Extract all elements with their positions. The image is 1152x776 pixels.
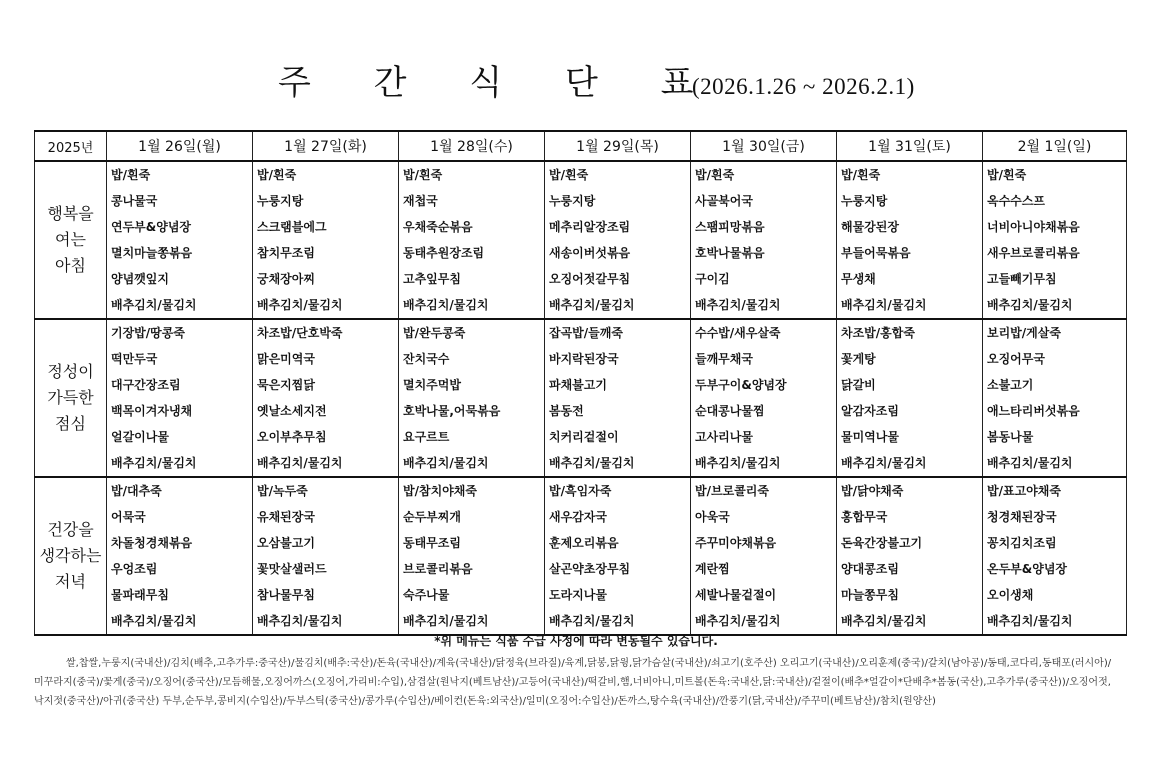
day-menu-cell (399, 477, 545, 635)
change-notice: *위 메뉴는 식품 수급 사정에 따라 변동될수 있습니다. (434, 634, 718, 648)
menu-item: 스크램블에그 (257, 220, 327, 234)
menu-list (691, 320, 836, 476)
meal-label-line: 정성이 (47, 362, 94, 381)
day-header: 1월 29일(목) (545, 131, 691, 161)
menu-item: 배추김치/물김치 (257, 456, 343, 470)
menu-item: 호박나물볶음 (695, 246, 765, 260)
menu-item: 궁채장아찌 (257, 272, 315, 286)
day-menu-cell (691, 319, 837, 477)
menu-item: 오징어무국 (987, 352, 1045, 366)
meal-label-line: 건강을 (47, 520, 94, 539)
menu-item: 대구간장조림 (111, 378, 181, 392)
menu-item: 주꾸미야채볶음 (695, 536, 777, 550)
breakfast-row (35, 161, 1127, 319)
menu-item: 맑은미역국 (257, 352, 315, 366)
menu-item: 사골북어국 (695, 194, 753, 208)
menu-item: 배추김치/물김치 (841, 456, 927, 470)
menu-item: 배추김치/물김치 (841, 614, 927, 628)
menu-item: 얼갈이나물 (111, 430, 169, 444)
menu-item: 차돌청경채볶음 (111, 536, 193, 550)
menu-item: 배추김치/물김치 (403, 614, 489, 628)
menu-list (545, 162, 690, 318)
day-menu-cell (107, 477, 253, 635)
menu-item: 파채불고기 (549, 378, 607, 392)
menu-item: 고추잎무침 (403, 272, 461, 286)
day-menu-cell (983, 161, 1127, 319)
menu-item: 밥/흰죽 (549, 168, 589, 182)
menu-item: 아욱국 (695, 510, 730, 524)
menu-item: 묵은지찜닭 (257, 378, 315, 392)
day-header: 1월 31일(토) (837, 131, 983, 161)
menu-item: 차조밥/홍합죽 (841, 326, 915, 340)
menu-item: 온두부&양념장 (987, 562, 1068, 576)
day-menu-cell (837, 161, 983, 319)
menu-item: 마늘쫑무침 (841, 588, 899, 602)
menu-item: 멸치마늘쫑볶음 (111, 246, 193, 260)
menu-item: 백목이겨자냉채 (111, 404, 193, 418)
menu-item: 보리밥/게살죽 (987, 326, 1061, 340)
menu-item: 물파래무침 (111, 588, 169, 602)
menu-item: 닭갈비 (841, 378, 876, 392)
menu-item: 새송이버섯볶음 (549, 246, 631, 260)
menu-item: 동태추원장조림 (403, 246, 485, 260)
origin-info: 쌀,찹쌀,누룽지(국내산)/김치(배추,고추가루:중국산)/물김치(배추:국산)/돈육(국내산)/계육(국내산)/닭정육(브라질)/육계,닭봉,닭윙,닭가슴살(국내산)/쇠고기(호주산) 오리고기(국내산)/오리훈제(중국)/갈치(남아공)/동태,코다리,동태포(러시아)/미꾸라지(중국)/꽃게(중국)/오징어(중국산)/모듬해물,오징어까스(오징어,가리비:수입),삼겹살(원낙지(베트남산)/고등어(국내산)/떡갈비,햄,너비아니,미트볼(돈육:국내산,닭:국내산)/겉절이(배추*얼갈이*단배추*봄동(국산),고추가루(중국산))/오징어젓,낙지젓(중국산)/아귀(중국산) 두부,순두부,콩비지(수입산)/두부스틱(중국산)/콩가루(수입산)/베이컨(돈육:외국산)/일미(오징어:수입산)/돈까스,탕수육(국내산)/깐풍기(닭,국내산)/주꾸미(베트남산)/참치(원양산) (34, 658, 1112, 707)
menu-list (837, 320, 982, 476)
menu-item: 밥/흰죽 (987, 168, 1027, 182)
menu-list (253, 320, 398, 476)
menu-item: 봄동전 (549, 404, 584, 418)
menu-list (983, 478, 1126, 634)
menu-item: 물미역나물 (841, 430, 899, 444)
menu-item: 차조밥/단호박죽 (257, 326, 343, 340)
menu-item: 배추김치/물김치 (695, 614, 781, 628)
day-menu-cell (253, 477, 399, 635)
day-menu-cell (545, 319, 691, 477)
day-header: 1월 27일(화) (253, 131, 399, 161)
menu-item: 부들어묵볶음 (841, 246, 911, 260)
lunch-row (35, 319, 1127, 477)
menu-item: 봄동나물 (987, 430, 1034, 444)
menu-item: 애느타리버섯볶음 (987, 404, 1080, 418)
day-menu-cell (837, 319, 983, 477)
menu-item: 유채된장국 (257, 510, 315, 524)
menu-item: 옥수수스프 (987, 194, 1045, 208)
menu-item: 동태무조림 (403, 536, 461, 550)
day-menu-cell (253, 161, 399, 319)
menu-list (107, 162, 252, 318)
meal-label-line: 생각하는 (39, 546, 102, 565)
menu-list (399, 478, 544, 634)
meal-label-line: 저녁 (55, 572, 86, 591)
menu-item: 오삼불고기 (257, 536, 315, 550)
menu-item: 돈육간장불고기 (841, 536, 923, 550)
menu-item: 오이생채 (987, 588, 1034, 602)
menu-item: 기장밥/땅콩죽 (111, 326, 185, 340)
breakfast-label (35, 161, 107, 319)
menu-item: 새우감자국 (549, 510, 607, 524)
menu-item: 옛날소세지전 (257, 404, 327, 418)
menu-list (545, 320, 690, 476)
menu-item: 배추김치/물김치 (987, 456, 1073, 470)
menu-list (837, 162, 982, 318)
day-header: 1월 26일(월) (107, 131, 253, 161)
menu-item: 배추김치/물김치 (987, 614, 1073, 628)
menu-item: 배추김치/물김치 (549, 298, 635, 312)
menu-item: 밥/흰죽 (257, 168, 297, 182)
menu-item: 홍합무국 (841, 510, 888, 524)
menu-item: 도라지나물 (549, 588, 607, 602)
menu-list (545, 478, 690, 634)
menu-item: 배추김치/물김치 (257, 614, 343, 628)
dinner-label (35, 477, 107, 635)
day-menu-cell (545, 477, 691, 635)
menu-item: 재첩국 (403, 194, 438, 208)
menu-item: 스팸피망볶음 (695, 220, 765, 234)
menu-item: 밥/대추죽 (111, 484, 162, 498)
menu-item: 떡만두국 (111, 352, 158, 366)
menu-item: 배추김치/물김치 (987, 298, 1073, 312)
menu-item: 배추김치/물김치 (257, 298, 343, 312)
menu-item: 무생채 (841, 272, 876, 286)
menu-item: 우엉조림 (111, 562, 158, 576)
menu-list (253, 478, 398, 634)
menu-item: 수수밥/새우살죽 (695, 326, 781, 340)
menu-list (399, 162, 544, 318)
menu-list (983, 162, 1126, 318)
menu-item: 밥/표고야채죽 (987, 484, 1061, 498)
menu-item: 구이김 (695, 272, 730, 286)
menu-list (253, 162, 398, 318)
menu-item: 배추김치/물김치 (549, 456, 635, 470)
meal-label-line: 아침 (55, 256, 86, 275)
menu-item: 양념깻잎지 (111, 272, 169, 286)
meal-label-line: 점심 (55, 414, 86, 433)
day-header: 1월 30일(금) (691, 131, 837, 161)
day-menu-cell (983, 319, 1127, 477)
menu-item: 세발나물겉절이 (695, 588, 777, 602)
day-menu-cell (107, 319, 253, 477)
day-menu-cell (399, 319, 545, 477)
meal-label-line: 가득한 (47, 388, 94, 407)
menu-item: 바지락된장국 (549, 352, 619, 366)
day-menu-cell (107, 161, 253, 319)
page-title: 주 간 식 단 표 (278, 63, 720, 103)
menu-item: 멸치주먹밥 (403, 378, 461, 392)
menu-list (983, 320, 1126, 476)
menu-item: 밥/흰죽 (403, 168, 443, 182)
day-menu-cell (545, 161, 691, 319)
menu-item: 요구르트 (403, 430, 450, 444)
menu-item: 밥/흰죽 (695, 168, 735, 182)
menu-item: 순대콩나물찜 (695, 404, 765, 418)
menu-item: 순두부찌개 (403, 510, 461, 524)
menu-item: 치커리겉절이 (549, 430, 619, 444)
menu-item: 고들빼기무침 (987, 272, 1057, 286)
menu-item: 배추김치/물김치 (841, 298, 927, 312)
menu-item: 연두부&양념장 (111, 220, 192, 234)
menu-item: 밥/녹두죽 (257, 484, 308, 498)
menu-item: 배추김치/물김치 (695, 298, 781, 312)
menu-item: 꽁치김치조림 (987, 536, 1057, 550)
menu-item: 브로콜리볶음 (403, 562, 473, 576)
menu-item: 잡곡밥/들깨죽 (549, 326, 623, 340)
menu-item: 해물강된장 (841, 220, 899, 234)
menu-item: 배추김치/물김치 (695, 456, 781, 470)
menu-item: 누룽지탕 (549, 194, 596, 208)
menu-item: 밥/완두콩죽 (403, 326, 466, 340)
menu-item: 메추리알장조림 (549, 220, 631, 234)
menu-item: 참치무조림 (257, 246, 315, 260)
menu-item: 우채죽순볶음 (403, 220, 473, 234)
day-menu-cell (691, 477, 837, 635)
menu-item: 훈제오리볶음 (549, 536, 619, 550)
menu-list (691, 478, 836, 634)
menu-item: 알감자조림 (841, 404, 899, 418)
menu-item: 배추김치/물김치 (111, 614, 197, 628)
day-menu-cell (837, 477, 983, 635)
menu-item: 밥/닭야채죽 (841, 484, 904, 498)
menu-item: 새우브로콜리볶음 (987, 246, 1080, 260)
day-menu-cell (691, 161, 837, 319)
menu-item: 배추김치/물김치 (111, 456, 197, 470)
meal-label-line: 행복을 (47, 204, 94, 223)
menu-item: 청경채된장국 (987, 510, 1057, 524)
menu-item: 고사리나물 (695, 430, 753, 444)
lunch-label (35, 319, 107, 477)
menu-item: 밥/브로콜리죽 (695, 484, 769, 498)
menu-item: 밥/참치야채죽 (403, 484, 477, 498)
menu-item: 누룽지탕 (841, 194, 888, 208)
menu-list (107, 478, 252, 634)
menu-item: 밥/흑임자죽 (549, 484, 612, 498)
menu-item: 양대콩조림 (841, 562, 899, 576)
menu-item: 호박나물,어묵볶음 (403, 404, 501, 418)
menu-item: 오이부추무침 (257, 430, 327, 444)
menu-item: 참나물무침 (257, 588, 315, 602)
menu-item: 너비아니야채볶음 (987, 220, 1080, 234)
day-menu-cell (399, 161, 545, 319)
day-header: 2월 1일(일) (983, 131, 1127, 161)
menu-item: 배추김치/물김치 (111, 298, 197, 312)
year-header: 2025년 (35, 131, 107, 161)
menu-list (837, 478, 982, 634)
menu-item: 밥/흰죽 (111, 168, 151, 182)
menu-item: 들깨무채국 (695, 352, 753, 366)
weekly-menu-table (34, 130, 1127, 636)
menu-item: 소불고기 (987, 378, 1034, 392)
day-header: 1월 28일(수) (399, 131, 545, 161)
day-menu-cell (253, 319, 399, 477)
menu-list (399, 320, 544, 476)
day-menu-cell (983, 477, 1127, 635)
header-row (35, 131, 1127, 161)
menu-item: 꽃맛살샐러드 (257, 562, 327, 576)
menu-period: (2026.1.26 ~ 2026.2.1) (692, 74, 915, 99)
menu-item: 배추김치/물김치 (403, 298, 489, 312)
menu-item: 잔치국수 (403, 352, 450, 366)
menu-list (107, 320, 252, 476)
menu-item: 밥/흰죽 (841, 168, 881, 182)
menu-item: 배추김치/물김치 (549, 614, 635, 628)
meal-label-line: 여는 (55, 230, 86, 249)
dinner-row (35, 477, 1127, 635)
menu-item: 살곤약초장무침 (549, 562, 631, 576)
menu-item: 꽃게탕 (841, 352, 876, 366)
menu-item: 숙주나물 (403, 588, 450, 602)
menu-item: 누룽지탕 (257, 194, 304, 208)
menu-item: 두부구이&양념장 (695, 378, 787, 392)
menu-item: 콩나물국 (111, 194, 158, 208)
menu-item: 오징어젓갈무침 (549, 272, 631, 286)
menu-item: 배추김치/물김치 (403, 456, 489, 470)
menu-item: 어묵국 (111, 510, 146, 524)
menu-list (691, 162, 836, 318)
menu-item: 계란찜 (695, 562, 730, 576)
